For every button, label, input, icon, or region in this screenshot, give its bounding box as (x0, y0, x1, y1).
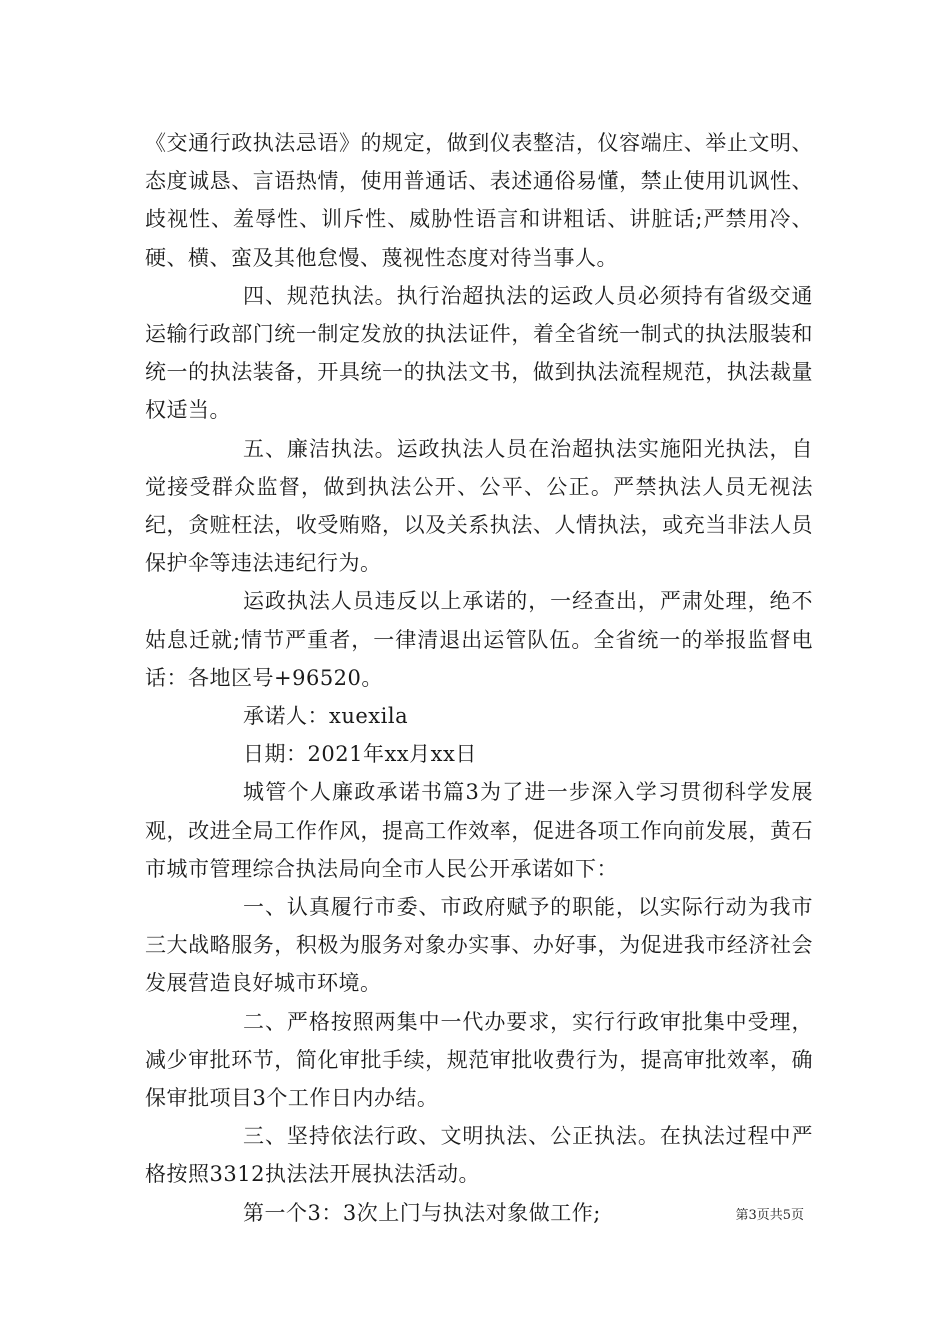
paragraph-item-3: 三、坚持依法行政、文明执法、公正执法。在执法过程中严格按照3312执法法开展执法活动。 (145, 1124, 813, 1187)
page-number-footer: 第3页共5页 (735, 1208, 804, 1223)
document-body (145, 124, 813, 1232)
paragraph-item-2: 二、严格按照两集中一代办要求，实行行政审批集中受理，减少审批环节，简化审批手续，规范审批收费行为，提高审批效率，确保审批项目3个工作日内办结。 (145, 1009, 813, 1111)
paragraph-section-3-intro: 城管个人廉政承诺书篇3为了进一步深入学习贯彻科学发展观，改进全局工作作风，提高工作效率，促进各项工作向前发展，黄石市城市管理综合执法局向全市人民公开承诺如下： (145, 780, 813, 881)
paragraph-item-1: 一、认真履行市委、市政府赋予的职能，以实际行动为我市三大战略服务，积极为服务对象办实事、办好事，为促进我市经济社会发展营造良好城市环境。 (145, 895, 813, 996)
paragraph-promiser: 承诺人：xuexila (243, 704, 409, 729)
paragraph-standardized-enforcement: 四、规范执法。执行治超执法的运政人员必须持有省级交通运输行政部门统一制定发放的执法证件，着全省统一制式的执法服装和统一的执法装备，开具统一的执法文书，做到执法流程规范，执法裁量权适当。 (145, 283, 813, 423)
paragraph-first-3: 第一个3：3次上门与执法对象做工作; (243, 1200, 601, 1225)
paragraph-date: 日期：2021年xx月xx日 (243, 742, 477, 767)
paragraph-continuation: 《交通行政执法忌语》的规定，做到仪表整洁，仪容端庄、举止文明、态度诚恳、言语热情，使用普通话、表述通俗易懂，禁止使用讥讽性、歧视性、羞辱性、训斥性、威胁性语言和讲粗话、讲脏话;严禁用冷、硬、横、蛮及其他怠慢、蔑视性态度对待当事人。 (145, 131, 813, 270)
paragraph-clean-enforcement: 五、廉洁执法。运政执法人员在治超执法实施阳光执法，自觉接受群众监督，做到执法公开、公平、公正。严禁执法人员无视法纪，贪赃枉法，收受贿赂，以及关系执法、人情执法，或充当非法人员保护伞等违法违纪行为。 (145, 436, 813, 576)
paragraph-violation-handling: 运政执法人员违反以上承诺的，一经查出，严肃处理，绝不姑息迁就;情节严重者，一律清退出运管队伍。全省统一的举报监督电话：各地区号+96520。 (145, 589, 813, 690)
